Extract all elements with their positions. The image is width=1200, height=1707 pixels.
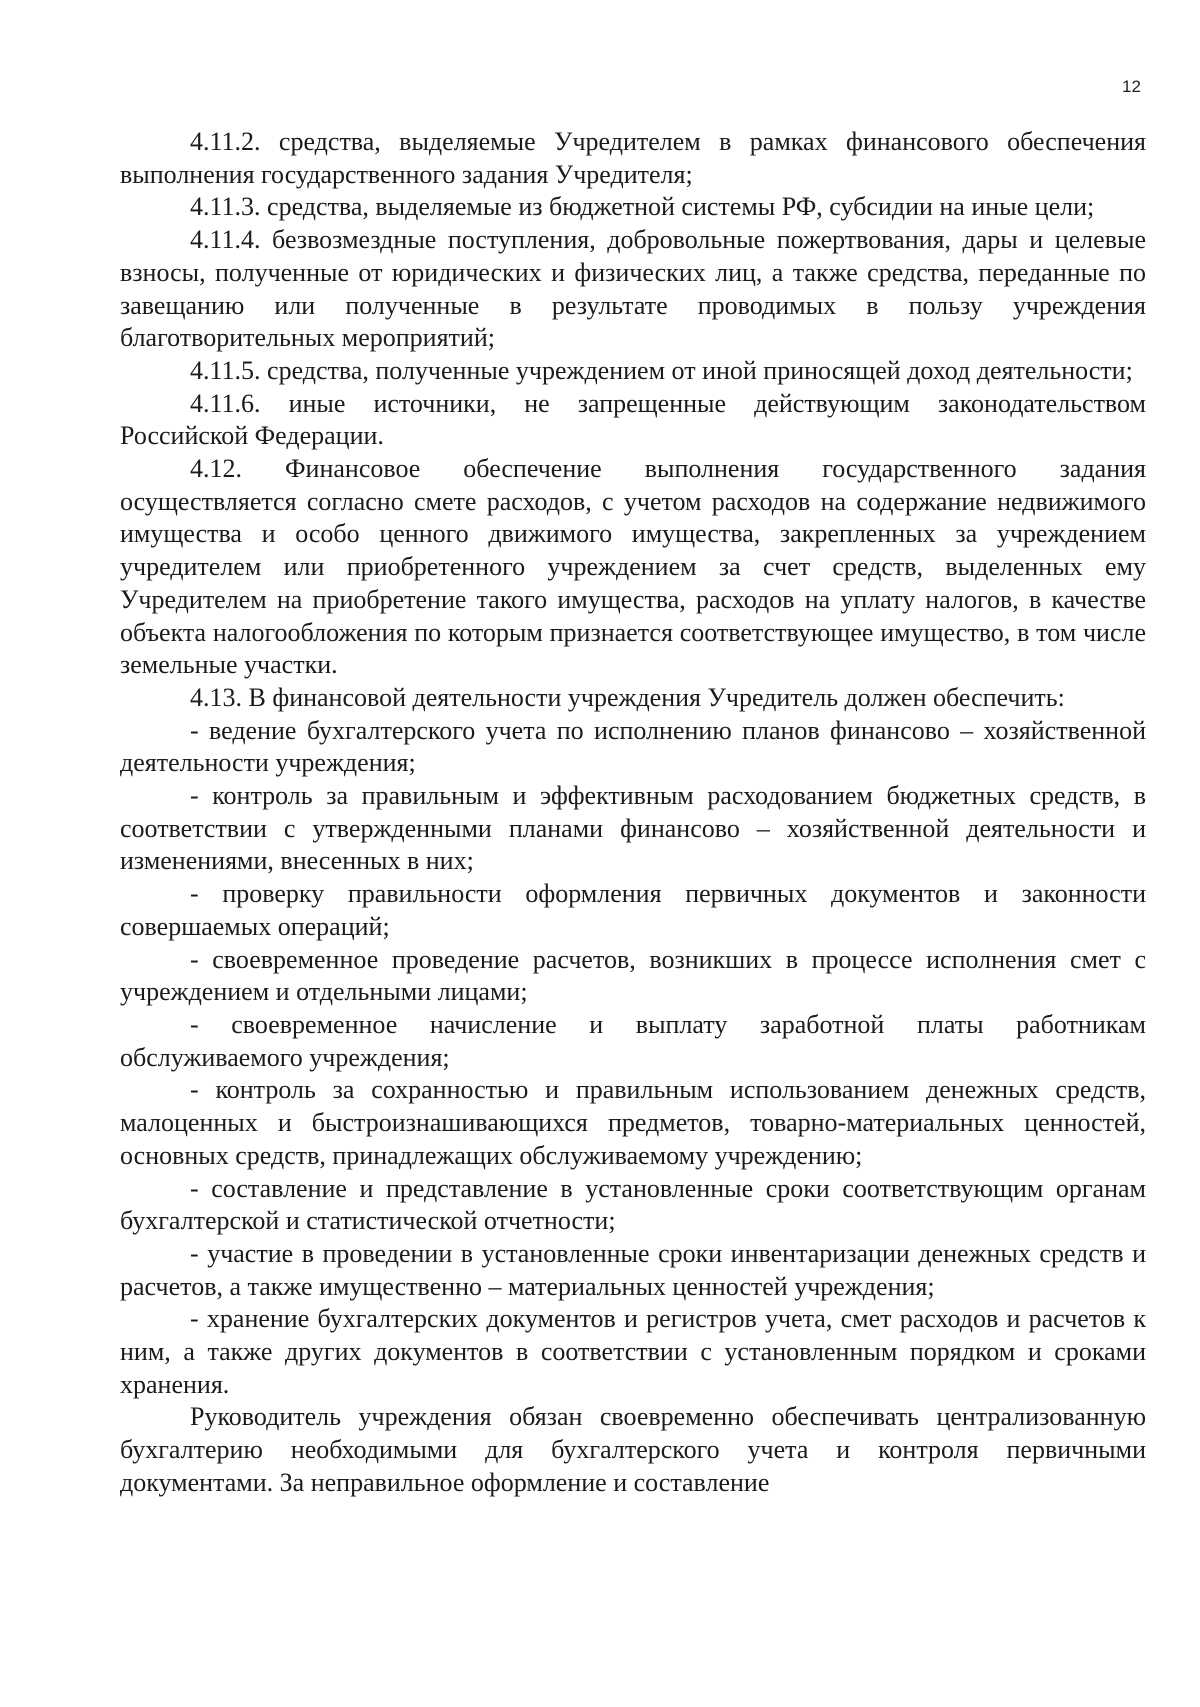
paragraph-4-12: 4.12. Финансовое обеспечение выполнения государственного задания осуществляется согласно смете расходов, с учетом расходов на содержание недвижимого имущества и особо ценного движимого имущества, закрепленных за учреждением учредителем или приобретенного учреждением за счет средств, выделенных ему Учредителем на приобретение такого имущества, расходов на уплату налогов, в качестве объекта налогообложения по которым признается соответствующее имущество, в том числе земельные участки. [120, 454, 1146, 680]
list-item-storage: - хранение бухгалтерских документов и регистров учета, смет расходов и расчетов к ним, а также других документов в соответствии с установленным порядком и сроками хранения. [120, 1304, 1146, 1399]
paragraph-4-11-2: 4.11.2. средства, выделяемые Учредителем в рамках финансового обеспечения выполнения государственного задания Учредителя; [120, 127, 1146, 189]
list-item-settlements: - своевременное проведение расчетов, возникших в процессе исполнения смет с учреждением и отдельными лицами; [120, 944, 1146, 1007]
list-item-reporting: - составление и представление в установленные сроки соответствующим органам бухгалтерской и статистической отчетности; [120, 1173, 1146, 1236]
list-item-budget-control: - контроль за правильным и эффективным расходованием бюджетных средств, в соответствии с утвержденными планами финансово – хозяйственной деятельности и изменениями, внесенных в них; [120, 781, 1146, 876]
list-item-accounting: - ведение бухгалтерского учета по исполнению планов финансово – хозяйственной деятельности учреждения; [120, 715, 1146, 778]
paragraph-4-11-6: 4.11.6. иные источники, не запрещенные действующим законодательством Российской Федерации. [120, 388, 1146, 451]
paragraph-4-13: 4.13. В финансовой деятельности учреждения Учредитель должен обеспечить: [190, 682, 1065, 712]
paragraph-head-duties: Руководитель учреждения обязан своевременно обеспечивать централизованную бухгалтерию необходимыми для бухгалтерского учета и контроля первичными документами. За неправильное оформление и составление [120, 1402, 1146, 1497]
list-item-payroll: - своевременное начисление и выплату заработной платы работникам обслуживаемого учреждения; [120, 1009, 1146, 1072]
list-item-asset-control: - контроль за сохранностью и правильным использованием денежных средств, малоценных и быстроизнашивающихся предметов, товарно-материальных ценностей, основных средств, принадлежащих обслуживаемому учреждению; [120, 1075, 1146, 1170]
paragraph-4-11-5: 4.11.5. средства, полученные учреждением от иной приносящей доход деятельности; [190, 355, 1133, 385]
paragraph-4-11-4: 4.11.4. безвозмездные поступления, добровольные пожертвования, дары и целевые взносы, полученные от юридических и физических лиц, а также средства, переданные по завещанию или полученные в результате проводимых в пользу учреждения благотворительных мероприятий; [120, 225, 1146, 353]
document-body [120, 126, 1146, 1500]
list-item-inventory: - участие в проведении в установленные сроки инвентаризации денежных средств и расчетов, а также имущественно – материальных ценностей учреждения; [120, 1238, 1146, 1301]
list-item-document-check: - проверку правильности оформления первичных документов и законности совершаемых операций; [120, 879, 1146, 941]
page-number: 12 [1122, 77, 1141, 96]
paragraph-4-11-3: 4.11.3. средства, выделяемые из бюджетной системы РФ, субсидии на иные цели; [190, 192, 1095, 222]
